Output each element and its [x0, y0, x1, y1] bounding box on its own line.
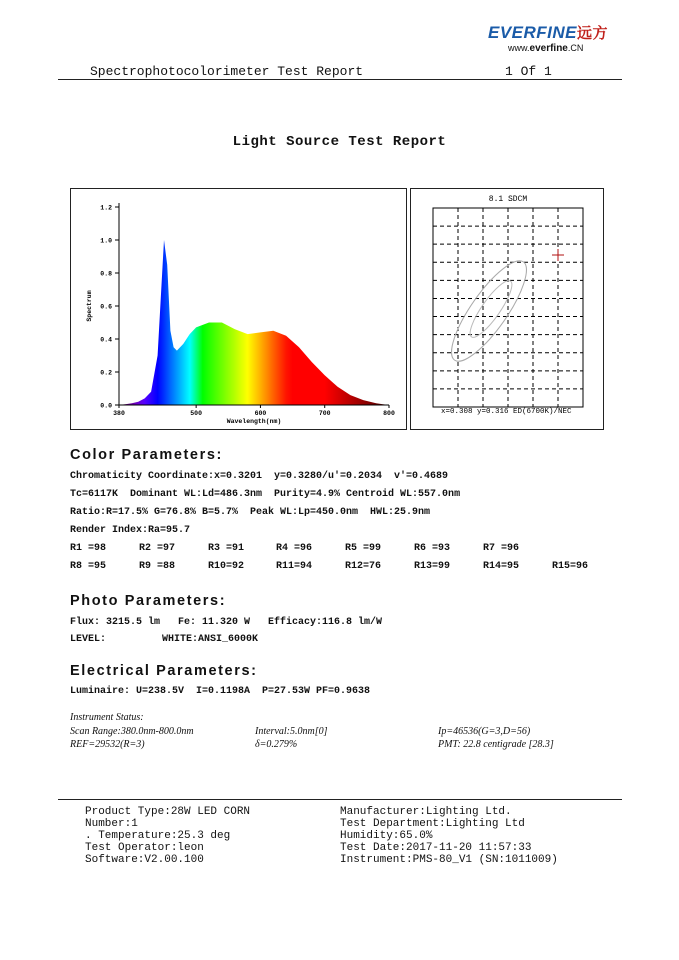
x-tick-label: 700 — [318, 410, 331, 417]
y-tick-label: 1.2 — [100, 204, 112, 212]
humidity: Humidity:65.0% — [340, 830, 433, 842]
chromaticity-line: Chromaticity Coordinate:x=0.3201 y=0.3280/u'=0.2034 v'=0.4689 — [70, 471, 449, 482]
y-tick-label: 0.2 — [100, 369, 112, 377]
y-tick-label: 0.0 — [100, 402, 112, 410]
ratio-line: Ratio:R=17.5% G=76.8% B=5.7% Peak WL:Lp=450.0nm HWL:25.9nm — [70, 507, 431, 518]
chromaticity-title: 8.1 SDCM — [488, 195, 528, 204]
render-index-value: R12=76 — [345, 561, 382, 572]
header-rule — [58, 79, 622, 80]
product-type: Product Type:28W LED CORN — [85, 806, 251, 818]
render-index-value: R15=96 — [552, 561, 589, 572]
ref-value: REF=29532(R=3) — [70, 739, 145, 750]
ip-value: Ip=46536(G=3,D=56) — [438, 726, 531, 737]
spectrum-area — [119, 240, 389, 405]
render-index-value: R6 =93 — [414, 543, 451, 554]
chromaticity-annotation: x=0.308 y=0.316 ED(6700K)/NEC — [441, 408, 572, 416]
logo-url: www.everfine.CN — [508, 43, 584, 54]
chromaticity-chart — [411, 189, 603, 429]
x-tick-label: 600 — [254, 410, 267, 417]
luminaire-line: Luminaire: U=238.5V I=0.1198A P=27.53W PF=0.9638 — [70, 686, 371, 697]
cct-line: Tc=6117K Dominant WL:Ld=486.3nm Purity=4.9% Centroid WL:557.0nm — [70, 489, 461, 500]
render-index-value: R2 =97 — [139, 543, 176, 554]
page-number: 1 Of 1 — [505, 64, 552, 79]
report-header-title: Spectrophotocolorimeter Test Report — [90, 64, 364, 79]
pmt-value: PMT: 22.8 centigrade [28.3] — [438, 739, 554, 750]
y-axis-label: Spectrum — [86, 290, 93, 322]
photo-parameters-heading: Photo Parameters: — [70, 593, 227, 609]
flux-line: Flux: 3215.5 lm Fe: 11.320 W Efficacy:116.8 lm/W — [70, 617, 383, 628]
manufacturer: Manufacturer:Lighting Ltd. — [340, 806, 512, 818]
macadam-ellipse-inner — [464, 276, 518, 342]
everfine-logo: EVERFINE远方 — [488, 23, 609, 42]
render-index-value: R5 =99 — [345, 543, 382, 554]
render-index-value: R9 =88 — [139, 561, 176, 572]
electrical-parameters-heading: Electrical Parameters: — [70, 663, 258, 679]
render-index-value: R3 =91 — [208, 543, 245, 554]
render-index-value: R10=92 — [208, 561, 245, 572]
render-index-value: R4 =96 — [276, 543, 313, 554]
test-operator: Test Operator:leon — [85, 842, 204, 854]
number: Number:1 — [85, 818, 138, 830]
interval: Interval:5.0nm[0] — [255, 726, 328, 737]
software: Software:V2.00.100 — [85, 854, 204, 866]
test-date: Test Date:2017-11-20 11:57:33 — [340, 842, 532, 854]
render-index-value: R1 =98 — [70, 543, 107, 554]
report-title: Light Source Test Report — [232, 134, 447, 150]
y-tick-label: 0.4 — [100, 336, 112, 344]
level-label: LEVEL: — [70, 634, 107, 645]
render-index-value: R13=99 — [414, 561, 451, 572]
spectrum-chart-panel — [70, 188, 407, 430]
render-index-line: Render Index:Ra=95.7 — [70, 525, 191, 536]
y-tick-label: 0.6 — [100, 303, 112, 311]
render-index-value: R7 =96 — [483, 543, 520, 554]
chromaticity-chart-panel — [410, 188, 604, 430]
x-tick-label: 800 — [383, 410, 395, 417]
render-index-value: R11=94 — [276, 561, 313, 572]
instrument-status-heading: Instrument Status: — [70, 712, 144, 723]
test-department: Test Department:Lighting Ltd — [340, 818, 525, 830]
y-tick-label: 0.8 — [100, 270, 112, 278]
color-parameters-heading: Color Parameters: — [70, 447, 223, 463]
footer-rule — [58, 799, 622, 800]
x-tick-label: 500 — [190, 410, 202, 417]
level-value: WHITE:ANSI_6000K — [162, 634, 259, 645]
temperature: . Temperature:25.3 deg — [85, 830, 231, 842]
x-axis-label: Wavelength(nm) — [226, 418, 282, 425]
x-tick-label: 380 — [113, 410, 125, 417]
y-tick-label: 1.0 — [100, 237, 112, 245]
render-index-value: R14=95 — [483, 561, 520, 572]
spectrum-chart — [71, 189, 406, 429]
instrument: Instrument:PMS-80_V1 (SN:1011009) — [340, 854, 558, 866]
render-index-value: R8 =95 — [70, 561, 107, 572]
delta-value: δ=0.279% — [255, 739, 298, 750]
scan-range: Scan Range:380.0nm-800.0nm — [70, 726, 194, 737]
